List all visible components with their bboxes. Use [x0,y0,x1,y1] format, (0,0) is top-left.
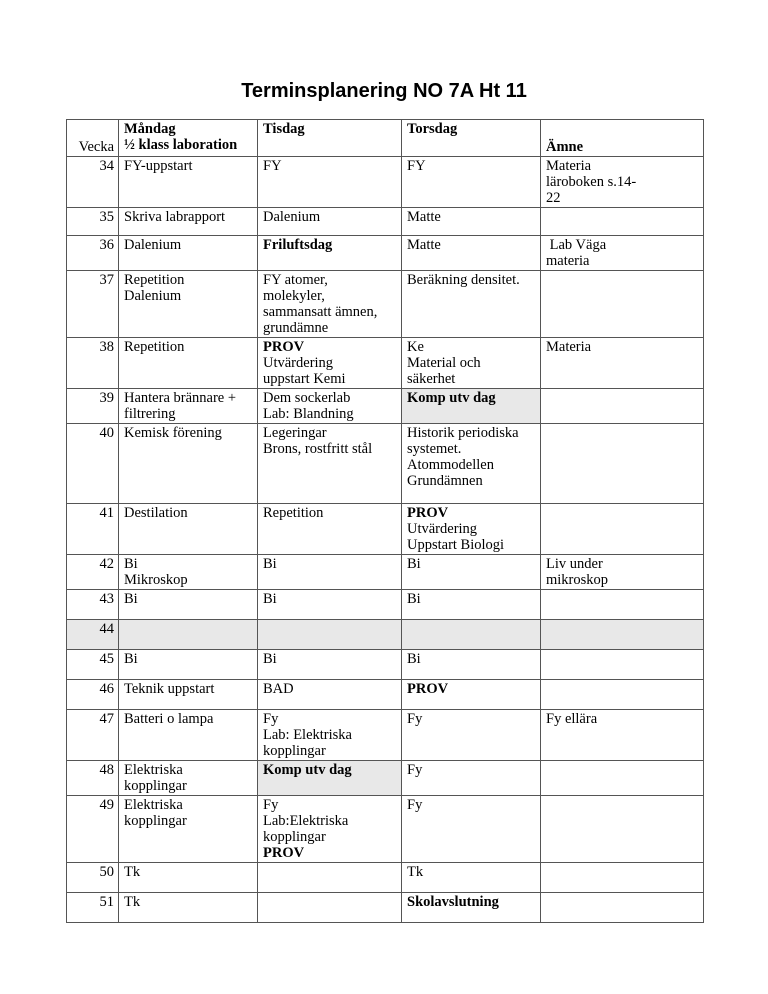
mon-cell [119,504,258,555]
week-cell: 46 [67,680,119,710]
thu-cell [402,236,541,271]
thu-text: Matte [407,209,441,225]
table-row [67,863,704,893]
week-cell: 48 [67,761,119,796]
mon-cell [119,208,258,236]
subj-text: 22 [546,190,561,206]
thu-cell [402,710,541,761]
table-row [67,504,704,555]
thu-cell [402,208,541,236]
mon-text: Dalenium [124,237,182,253]
mon-text: Repetition [124,272,185,288]
thu-text: säkerhet [407,371,456,387]
week-cell: 41 [67,504,119,555]
thu-text: Material och [407,355,481,371]
subj-cell [541,761,704,796]
tue-cell [258,620,402,650]
table-row [67,424,704,504]
thu-cell [402,893,541,923]
header-torsdag: Torsdag [402,120,541,157]
table-row [67,271,704,338]
page-title: Terminsplanering NO 7A Ht 11 [241,80,527,102]
tue-text: Bi [263,651,277,667]
subj-cell [541,157,704,208]
thu-text: PROV [407,505,449,521]
subj-cell [541,504,704,555]
week-cell: 49 [67,796,119,863]
week-cell: 47 [67,710,119,761]
thu-cell [402,504,541,555]
mon-text: Destilation [124,505,188,521]
tue-text: Friluftsdag [263,237,333,253]
header-vecka: Vecka [67,120,119,157]
thu-cell [402,389,541,424]
tue-text: Lab:Elektriska [263,813,349,829]
table-row [67,650,704,680]
thu-text: Bi [407,651,421,667]
tue-cell [258,710,402,761]
mon-text: Mikroskop [124,572,188,588]
mon-text: Bi [124,651,138,667]
tue-text: uppstart Kemi [263,371,346,387]
tue-cell [258,555,402,590]
mon-text: Hantera brännare + [124,390,237,406]
mon-cell [119,555,258,590]
tue-text: Brons, rostfritt stål [263,441,373,457]
tue-cell [258,424,402,504]
mon-text: Dalenium [124,288,182,304]
mon-text: Elektriska [124,797,183,813]
subj-text: läroboken s.14- [546,174,637,190]
thu-cell [402,761,541,796]
thu-text: Fy [407,762,423,778]
thu-cell [402,680,541,710]
schedule-table [66,119,704,923]
mon-cell [119,424,258,504]
subj-text: Materia [546,339,592,355]
thu-text: Bi [407,591,421,607]
tue-cell [258,338,402,389]
subj-cell [541,208,704,236]
tue-cell [258,680,402,710]
tue-cell [258,157,402,208]
tue-cell [258,236,402,271]
mon-cell [119,650,258,680]
tue-cell [258,893,402,923]
week-cell: 42 [67,555,119,590]
table-row [67,338,704,389]
thu-text: Utvärdering [407,521,478,537]
thu-text: Matte [407,237,441,253]
mon-cell [119,236,258,271]
tue-text: Fy [263,797,279,813]
thu-cell [402,157,541,208]
week-cell: 45 [67,650,119,680]
mon-cell [119,893,258,923]
mon-cell [119,761,258,796]
subj-cell [541,863,704,893]
thu-text: Uppstart Biologi [407,537,505,553]
tue-text: FY [263,158,282,174]
tue-cell [258,389,402,424]
subj-cell [541,338,704,389]
header-tisdag: Tisdag [258,120,402,157]
thu-text: Historik periodiska [407,425,519,441]
mon-text: filtrering [124,406,176,422]
mon-text: Tk [124,864,141,880]
tue-cell [258,761,402,796]
tue-text: Bi [263,591,277,607]
thu-text: Fy [407,797,423,813]
thu-cell [402,620,541,650]
mon-text: Bi [124,556,138,572]
subj-cell [541,620,704,650]
tue-cell [258,590,402,620]
week-cell: 36 [67,236,119,271]
header-amne: Ämne [541,120,704,157]
tue-text: Dem sockerlab [263,390,351,406]
mon-cell [119,157,258,208]
tue-text: Bi [263,556,277,572]
mon-cell [119,590,258,620]
thu-cell [402,338,541,389]
week-cell: 43 [67,590,119,620]
table-row [67,236,704,271]
tue-text: grundämne [263,320,329,336]
week-cell: 40 [67,424,119,504]
mon-text: Tk [124,894,141,910]
tue-text: kopplingar [263,743,326,759]
tue-text: BAD [263,681,294,697]
subj-text: Materia [546,158,592,174]
mon-text: FY-uppstart [124,158,193,174]
mon-text: Elektriska [124,762,183,778]
subj-text: Lab Väga [546,237,607,253]
subj-cell [541,424,704,504]
table-row [67,590,704,620]
table-row [67,208,704,236]
subj-cell [541,650,704,680]
mon-cell [119,796,258,863]
table-row [67,620,704,650]
subj-cell [541,680,704,710]
week-cell: 39 [67,389,119,424]
thu-text: Komp utv dag [407,390,496,406]
thu-cell [402,555,541,590]
header-mandag: Måndag ½ klass laboration [119,120,258,157]
mon-text: Kemisk förening [124,425,222,441]
subj-cell [541,236,704,271]
table-row [67,680,704,710]
subj-cell [541,389,704,424]
tue-cell [258,271,402,338]
header-row [67,120,704,157]
tue-text: Dalenium [263,209,321,225]
tue-text: FY atomer, [263,272,328,288]
thu-cell [402,863,541,893]
subj-text: mikroskop [546,572,609,588]
thu-cell [402,796,541,863]
tue-text: kopplingar [263,829,326,845]
mon-text: kopplingar [124,813,187,829]
tue-text: PROV [263,339,305,355]
mon-cell [119,338,258,389]
mon-text: kopplingar [124,778,187,794]
table-row [67,555,704,590]
mon-text: Repetition [124,339,185,355]
thu-text: FY [407,158,426,174]
mon-cell [119,389,258,424]
week-cell: 35 [67,208,119,236]
week-cell: 44 [67,620,119,650]
subj-text: Liv under [546,556,603,572]
table-row [67,389,704,424]
subj-cell [541,796,704,863]
tue-text: Legeringar [263,425,327,441]
tue-cell [258,208,402,236]
thu-cell [402,424,541,504]
thu-text: Fy [407,711,423,727]
thu-cell [402,650,541,680]
thu-text: Bi [407,556,421,572]
tue-text: Komp utv dag [263,762,352,778]
mon-text: Teknik uppstart [124,681,215,697]
mon-cell [119,680,258,710]
tue-text: Fy [263,711,279,727]
table-row [67,710,704,761]
thu-cell [402,271,541,338]
tue-text: Utvärdering [263,355,334,371]
tue-cell [258,650,402,680]
subj-text: Fy ellära [546,711,598,727]
week-cell: 51 [67,893,119,923]
mon-text: Skriva labrapport [124,209,226,225]
subj-cell [541,893,704,923]
mon-text: Bi [124,591,138,607]
table-row [67,157,704,208]
tue-text: Repetition [263,505,324,521]
table-row [67,796,704,863]
mon-cell [119,863,258,893]
tue-cell [258,796,402,863]
tue-text: PROV [263,845,305,861]
tue-text: molekyler, [263,288,325,304]
mon-text: Batteri o lampa [124,711,214,727]
table-row [67,893,704,923]
tue-cell [258,863,402,893]
tue-cell [258,504,402,555]
thu-text: Skolavslutning [407,894,499,910]
subj-cell [541,271,704,338]
week-cell: 38 [67,338,119,389]
thu-text: PROV [407,681,449,697]
mon-cell [119,710,258,761]
thu-text: Ke [407,339,424,355]
thu-cell [402,590,541,620]
tue-text: Lab: Elektriska [263,727,352,743]
thu-text: Beräkning densitet. [407,272,520,288]
mon-cell [119,271,258,338]
subj-text: materia [546,253,590,269]
subj-cell [541,555,704,590]
thu-text: Atommodellen [407,457,494,473]
table-row [67,761,704,796]
thu-text: systemet. [407,441,462,457]
subj-cell [541,710,704,761]
subj-cell [541,590,704,620]
tue-text: Lab: Blandning [263,406,354,422]
week-cell: 37 [67,271,119,338]
mon-cell [119,620,258,650]
thu-text: Grundämnen [407,473,483,489]
tue-text: sammansatt ämnen, [263,304,378,320]
thu-text: Tk [407,864,424,880]
week-cell: 50 [67,863,119,893]
week-cell: 34 [67,157,119,208]
